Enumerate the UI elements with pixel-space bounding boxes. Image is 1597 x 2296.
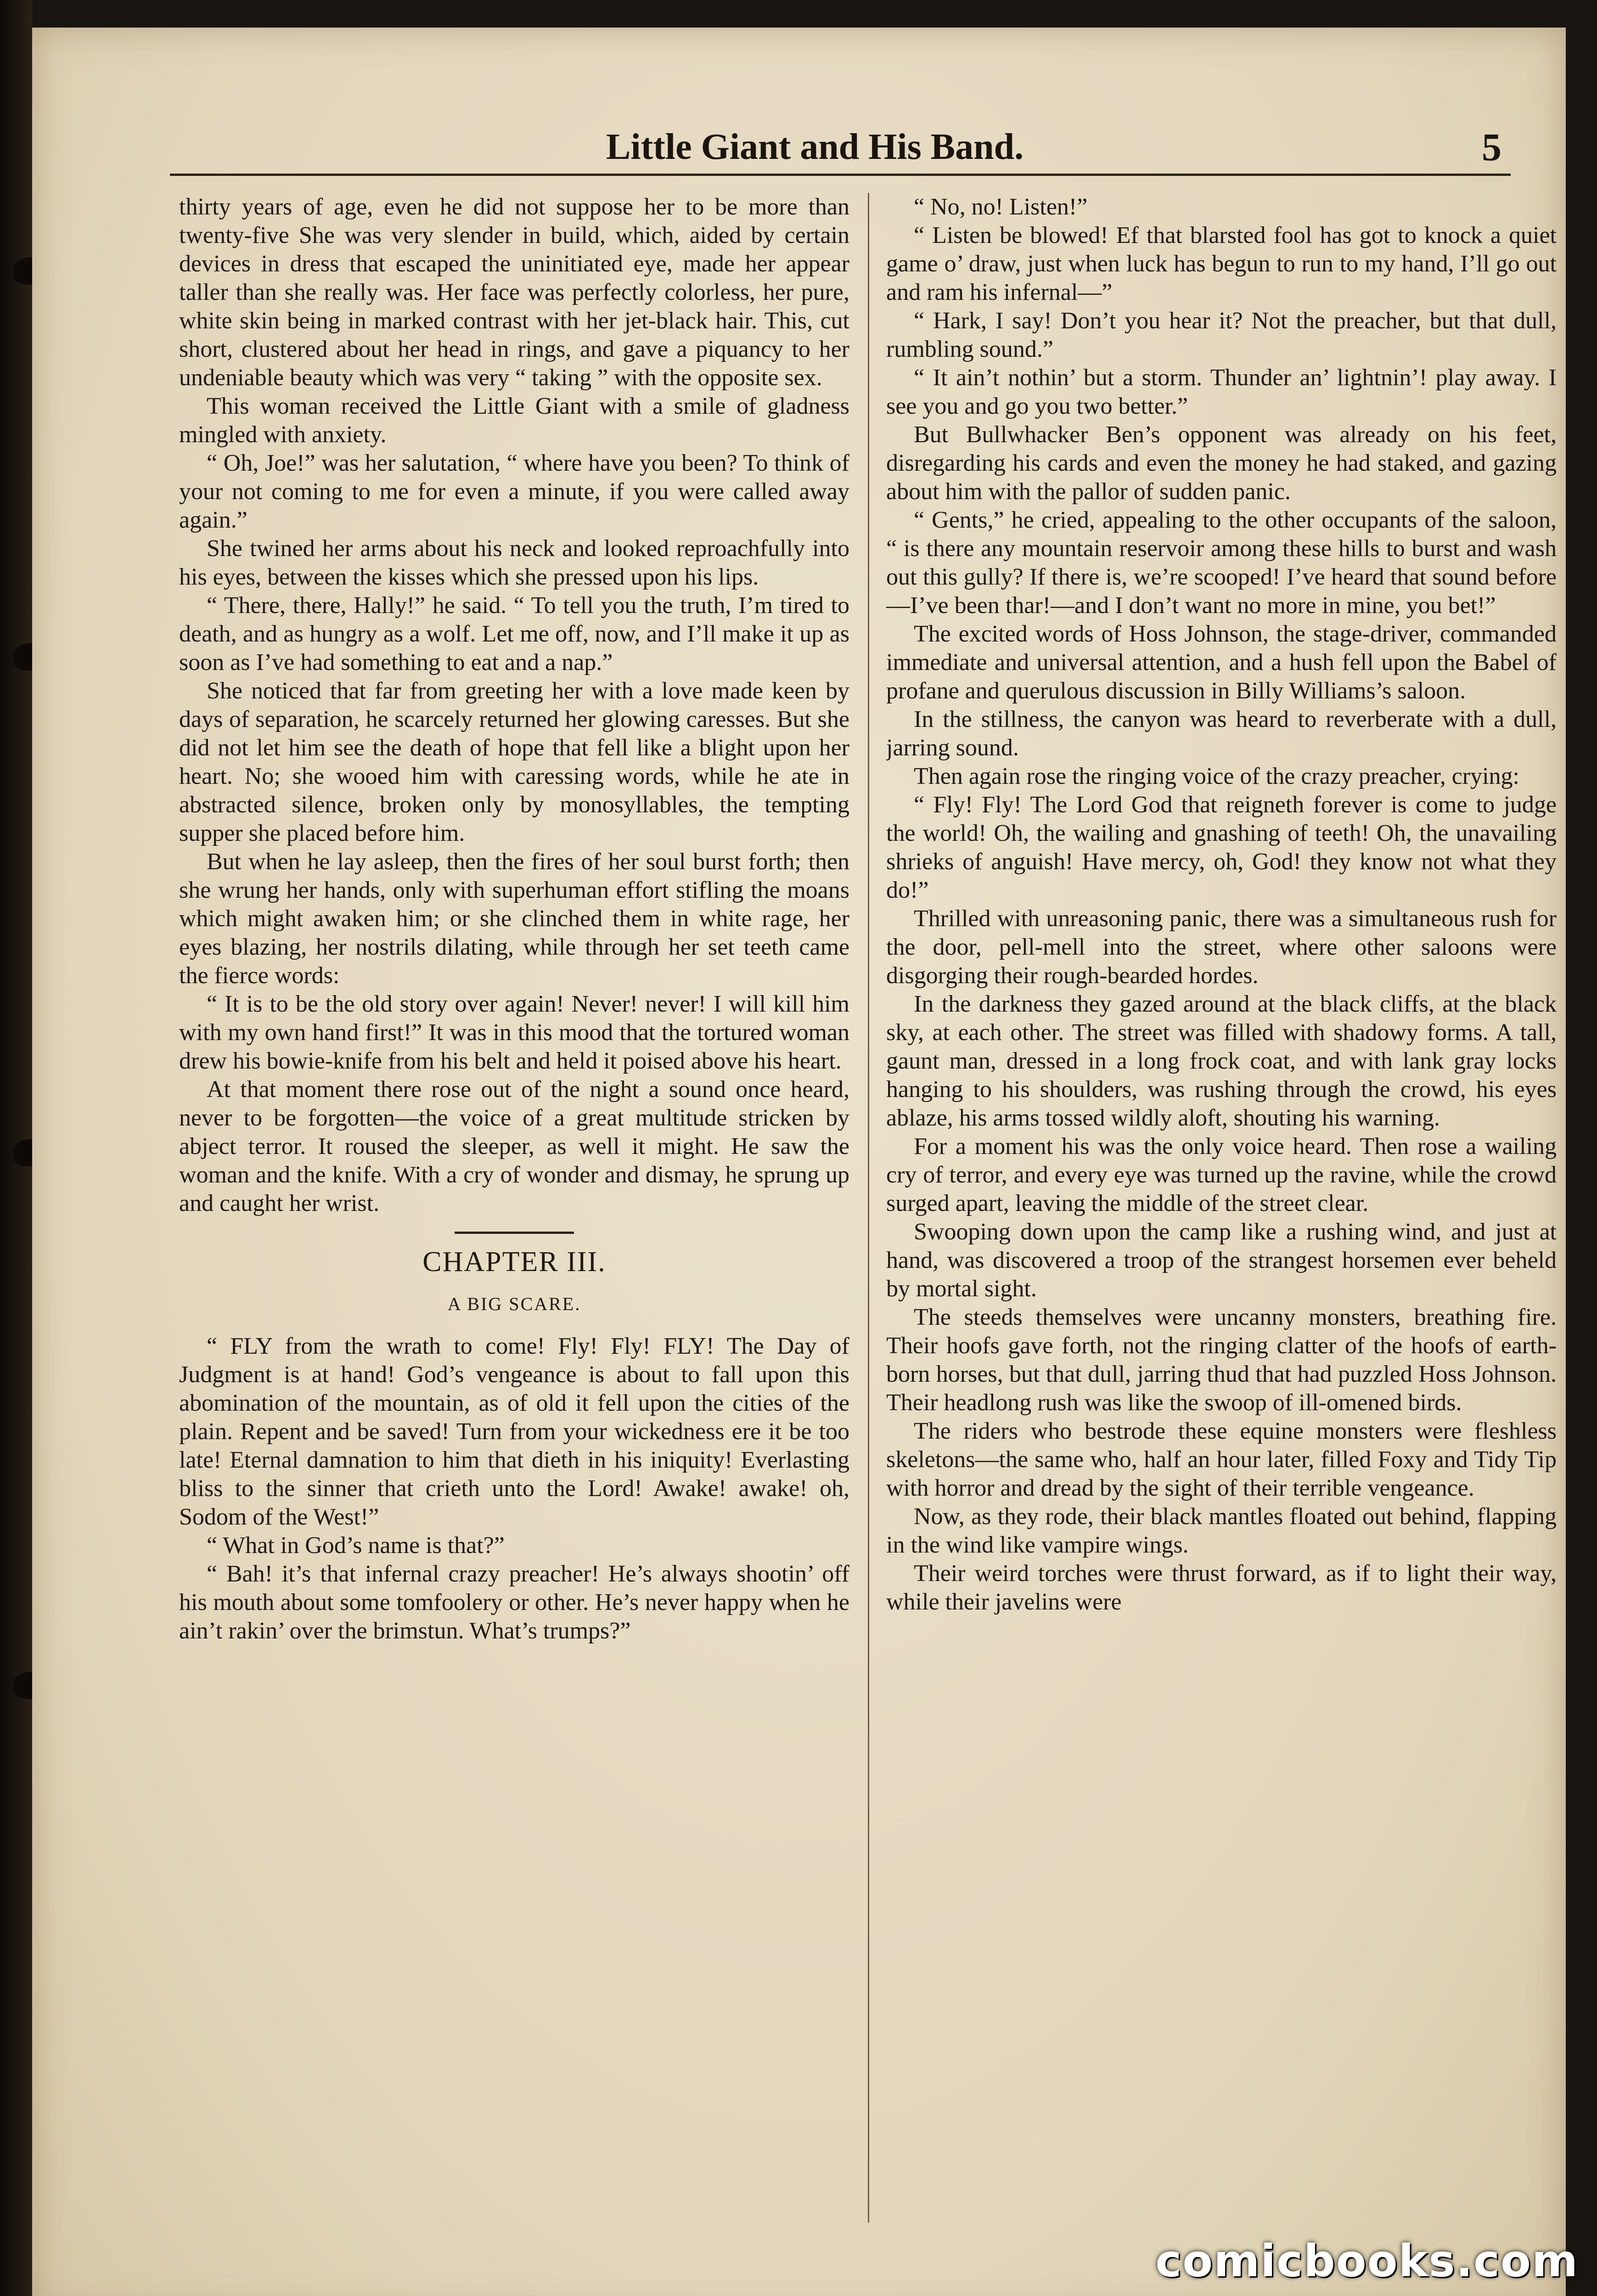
paragraph: “ Oh, Joe!” was her salutation, “ where have you been? To think of your not coming to me for even a minute, if you were called away again.” — [179, 450, 849, 533]
page-number: 5 — [1482, 125, 1501, 169]
paragraph: Then again rose the ringing voice of the crazy preacher, crying: — [914, 763, 1519, 789]
paragraph: The excited words of Hoss Johnson, the stage-driver, commanded immediate and universal attention, and a hush fell upon the Babel of profane and querulous discussion in Billy Williams’s saloon. — [886, 621, 1557, 704]
paragraph: “ FLY from the wrath to come! Fly! Fly! FLY! The Day of Judgment is at hand! God’s vengeance is about to fall upon this abomination of the mountain, as of old it fell upon the cities of the plain. Repent and be saved! Turn from your wickedness ere it be too late! Eternal damnation to him that dieth in his iniquity! Everlasting bliss to the sinner that crieth unto the Lord! Awake! awake! oh, Sodom of the West!” — [179, 1333, 849, 1530]
chapter-rule — [455, 1232, 574, 1234]
paragraph: “ It is to be the old story over again! Never! never! I will kill him with my own hand first!” It was in this mood that the tortured woman drew his bowie-knife from his belt and held it poised above his heart. — [179, 991, 849, 1074]
paragraph: “ No, no! Listen!” — [914, 194, 1088, 220]
paragraph: “ What in God’s name is that?” — [207, 1532, 505, 1559]
paragraph: “ Hark, I say! Don’t you hear it? Not the preacher, but that dull, rumbling sound.” — [886, 308, 1557, 362]
paragraph: The steeds themselves were uncanny monsters, breathing fire. Their hoofs gave forth, not the ringing clatter of the hoofs of earth-born horses, but that dull, jarring thud that had puzzled Hoss Johnson. Their headlong rush was like the swoop of ill-omened birds. — [886, 1304, 1557, 1416]
chapter-subtitle: A BIG SCARE. — [447, 1294, 581, 1314]
book-page — [32, 28, 1566, 2296]
paragraph: This woman received the Little Giant with a smile of gladness mingled with anxiety. — [179, 393, 849, 448]
right-column — [886, 193, 1557, 2250]
paragraph: Now, as they rode, their black mantles floated out behind, flapping in the wind like vampire wings. — [886, 1503, 1557, 1558]
running-title: Little Giant and His Band. — [606, 127, 1024, 167]
paragraph: Their weird torches were thrust forward, as if to light their way, while their javelins were — [886, 1560, 1557, 1615]
watermark-logo: comicbooks.com — [1155, 2235, 1579, 2287]
chapter-title: CHAPTER III. — [422, 1246, 606, 1277]
paragraph: Thrilled with unreasoning panic, there was a simultaneous rush for the door, pell-mell into the street, where other saloons were disgorging their rough-bearded hordes. — [886, 906, 1557, 989]
paragraph: “ There, there, Hally!” he said. “ To tell you the truth, I’m tired to death, and as hungry as a wolf. Let me off, now, and I’ll make it up as soon as I’ve had something to eat and a nap.” — [179, 592, 849, 675]
left-column — [179, 193, 849, 2250]
page-header — [170, 115, 1511, 179]
paragraph: “ Listen be blowed! Ef that blarsted fool has got to knock a quiet game o’ draw, just when luck has begun to run to my hand, I’ll go out and ram his infernal—” — [886, 222, 1557, 305]
paragraph: “ Fly! Fly! The Lord God that reigneth forever is come to judge the world! Oh, the wailing and gnashing of teeth! Oh, the unavailing shrieks of anguish! Have mercy, oh, God! they know not what they do!” — [886, 792, 1557, 903]
paragraph: She noticed that far from greeting her with a love made keen by days of separation, he scarcely returned her glowing caresses. But she did not let him see the death of hope that fell like a blight upon her heart. No; she wooed him with caressing words, while he ate in abstracted silence, broken only by monosyllables, the tempting supper she placed before him. — [179, 678, 849, 846]
paragraph: Swooping down upon the camp like a rushing wind, and just at hand, was discovered a troop of the strangest horsemen ever beheld by mortal sight. — [886, 1219, 1557, 1302]
paragraph: At that moment there rose out of the night a sound once heard, never to be forgotten—the voice of a great multitude stricken by abject terror. It roused the sleeper, as well it might. He saw the woman and the knife. With a cry of wonder and dismay, he sprung up and caught her wrist. — [179, 1076, 849, 1216]
paragraph: “ Gents,” he cried, appealing to the other occupants of the saloon, “ is there any mountain reservoir among these hills to burst and wash out this gully? If there is, we’re scooped! I’ve heard that sound before—I’ve been thar!—and I don’t want no more in mine, you bet!” — [886, 507, 1557, 619]
header-rule — [170, 174, 1511, 176]
paragraph: She twined her arms about his neck and looked reproachfully into his eyes, between the kisses which she pressed upon his lips. — [179, 535, 849, 590]
paragraph: “ Bah! it’s that infernal crazy preacher! He’s always shootin’ off his mouth about some tomfoolery or other. He’s never happy when he ain’t rakin’ over the brimstun. What’s trumps?” — [179, 1561, 849, 1644]
paragraph: “ It ain’t nothin’ but a storm. Thunder an’ lightnin’! play away. I see you and go you two better.” — [886, 365, 1557, 419]
paragraph: In the darkness they gazed around at the black cliffs, at the black sky, at each other. The street was filled with shadowy forms. A tall, gaunt man, dressed in a long frock coat, and with lank gray locks hanging to his shoulders, was rushing through the crowd, his eyes ablaze, his arms tossed wildly aloft, shouting his warning. — [886, 991, 1557, 1131]
column-divider — [868, 193, 869, 2223]
paragraph: In the stillness, the canyon was heard to reverberate with a dull, jarring sound. — [886, 706, 1557, 761]
paragraph: But when he lay asleep, then the fires of her soul burst forth; then she wrung her hands, only with superhuman effort stifling the moans which might awaken him; or she clinched them in white rage, her eyes blazing, her nostrils dilating, while through her set teeth came the fierce words: — [179, 849, 849, 989]
paragraph: But Bullwhacker Ben’s opponent was already on his feet, disregarding his cards and even the money he had staked, and gazing about him with the pallor of sudden panic. — [886, 422, 1557, 505]
paragraph: For a moment his was the only voice heard. Then rose a wailing cry of terror, and every eye was turned up the ravine, while the crowd surged apart, leaving the middle of the street clear. — [886, 1133, 1557, 1216]
paragraph: The riders who bestrode these equine monsters were fleshless skeletons—the same who, half an hour later, filled Foxy and Tidy Tip with horror and dread by the sight of their terrible vengeance. — [886, 1418, 1557, 1501]
paragraph: thirty years of age, even he did not suppose her to be more than twenty-five She was very slender in build, which, aided by certain devices in dress that escaped the uninitiated eye, made her appear taller than she really was. Her face was perfectly colorless, her pure, white skin being in marked contrast with her jet-black hair. This, cut short, clustered about her head in rings, and gave a piquancy to her undeniable beauty which was very “ taking ” with the opposite sex. — [179, 194, 849, 391]
